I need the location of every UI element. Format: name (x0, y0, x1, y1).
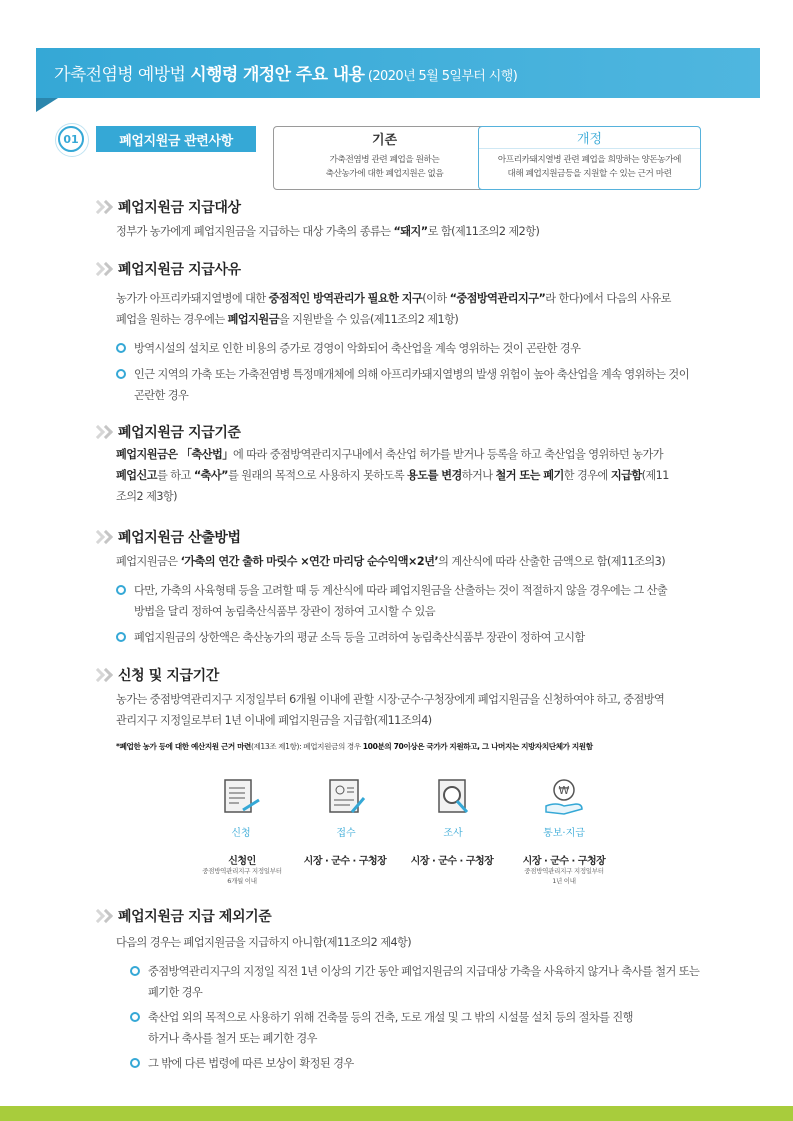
paragraph-application-period: 농가는 중점방역관리지구 지정일부터 6개월 이내에 관할 시장·군수·구청장에게 폐업지원금을 신청하여야 하고, 중점방역 관리지구 지정일로부터 1년 이내에 폐업지원금을 지급함(제11조의4) (116, 693, 665, 727)
money-hand-icon (538, 776, 590, 818)
compare-old-head: 기존 (371, 132, 398, 148)
compare-box-new (478, 126, 701, 190)
bullet-exclusion-1: 중점방역관리지구의 지정일 직전 1년 이상의 기간 동안 폐업지원금의 지급대상 가축을 사육하지 않거나 축사를 철거 또는 폐기한 경우 (130, 961, 712, 1003)
double-chevron-icon (92, 530, 116, 544)
heading-text: 폐업지원금 지급 제외기준 (118, 909, 272, 925)
bullet-ring-icon (116, 585, 126, 595)
bullet-ring-icon (116, 343, 126, 353)
process-step-label: 접수 (336, 828, 356, 839)
process-actor: 시장 · 군수 · 구청장 (410, 856, 494, 867)
reception-document-icon (320, 776, 372, 818)
compare-new-body (479, 149, 700, 181)
bullet-exclusion-3: 그 밖에 다른 법령에 따른 보상이 확정된 경우 (130, 1053, 712, 1074)
bullet-reason-1: 방역시설의 설치로 인한 비용의 증가로 경영이 악화되어 축산업을 계속 영위하는 것이 곤란한 경우 (116, 338, 708, 359)
investigation-magnifier-icon (427, 776, 479, 818)
bullet-ring-icon (130, 966, 140, 976)
bullet-ring-icon (116, 369, 126, 379)
compare-box-old (273, 126, 496, 190)
process-step-label: 조사 (443, 828, 463, 839)
banner-title-bold: 시행령 개정안 주요 내용 (190, 65, 365, 85)
double-chevron-icon (92, 262, 116, 276)
banner-title-date: (2020년 5월 5일부터 시행) (364, 69, 518, 84)
process-actor: 신청인 (228, 856, 256, 867)
compare-old-line: 축산농가에 대한 폐업지원은 없음 (325, 169, 444, 179)
bullet-calculation-1: 다만, 가축의 사육형태 등을 고려할 때 등 계산식에 따라 폐업지원금을 산출하는 것이 적절하지 않을 경우에는 그 산출 방법을 달리 정하여 농림축산식품부 장관이 정하여 고시할 수 있음 (116, 580, 708, 622)
banner-title (54, 60, 517, 85)
heading-calculation-method (92, 527, 241, 547)
heading-text: 폐업지원금 산출방법 (118, 530, 241, 546)
compare-new-line: 아프리카돼지열병 관련 폐업을 희망하는 양돈농가에 (497, 155, 682, 165)
bullet-ring-icon (130, 1058, 140, 1068)
bullet-ring-icon (116, 632, 126, 642)
heading-text: 폐업지원금 지급사유 (118, 262, 241, 278)
bullet-exclusion-2: 축산업 외의 목적으로 사용하기 위해 건축물 등의 건축, 도로 개설 및 그 밖의 시설물 설치 등의 절차를 진행 하거나 축사를 철거 또는 폐기한 경우 (130, 1007, 712, 1049)
banner-fold (36, 98, 58, 112)
process-step-label: 통보·지급 (543, 828, 585, 839)
application-form-icon (215, 776, 267, 818)
section-number-badge: 01 (58, 126, 84, 152)
paragraph-payment-criteria: 폐업지원금은 「축산법」에 따라 중점방역관리지구내에서 축산업 허가를 받거나 등록을 하고 축산업을 영위하던 농가가 폐업신고를 하고 “축사”를 원래의 목적으로 사용하지 못하도록 용도를 변경하거나 철거 또는 폐기한 경우에 지급함(제11 조의2 제3항) (116, 448, 669, 503)
process-actor: 시장 · 군수 · 구청장 (303, 856, 387, 867)
budget-support-note: *폐업한 농가 등에 대한 예산지원 근거 마련(제13조 제1항): 폐업지원금의 경우 100분의 70이상은 국가가 지원하고, 그 나머지는 지방자치단체가 지원함 (116, 742, 593, 751)
heading-payment-target (92, 197, 241, 217)
bullet-calculation-2: 폐업지원금의 상한액은 축산농가의 평균 소득 등을 고려하여 농림축산식품부 장관이 정하여 고시함 (116, 627, 708, 648)
heading-exclusion-criteria (92, 906, 271, 926)
compare-new-line: 대해 폐업지원금등을 지원할 수 있는 근거 마련 (507, 169, 672, 179)
banner-title-light: 가축전염병 예방법 (54, 65, 191, 85)
heading-text: 신청 및 지급기간 (118, 668, 219, 684)
heading-text: 폐업지원금 지급기준 (118, 425, 241, 441)
paragraph-exclusion-criteria: 다음의 경우는 폐업지원금을 지급하지 아니함(제11조의2 제4항) (116, 936, 412, 949)
compare-old-body (274, 149, 495, 181)
double-chevron-icon (92, 425, 116, 439)
process-deadline: 중점방역관리지구 지정일부터 6개월 이내 (202, 867, 282, 885)
double-chevron-icon (92, 200, 116, 214)
compare-new-head: 개정 (479, 127, 700, 149)
heading-payment-reason (92, 259, 241, 279)
bullet-reason-2: 인근 지역의 가축 또는 가축전염병 특정매개체에 의해 아프리카돼지열병의 발생 위험이 높아 축산업을 계속 영위하는 것이 곤란한 경우 (116, 364, 708, 406)
heading-text: 폐업지원금 지급대상 (118, 200, 241, 216)
header-banner (36, 48, 760, 98)
bullet-ring-icon (130, 1012, 140, 1022)
process-step-label: 신청 (231, 828, 251, 839)
process-deadline: 중점방역관리지구 지정일부터 1년 이내 (524, 867, 604, 885)
svg-text:₩: ₩ (558, 784, 570, 797)
process-actor: 시장 · 군수 · 구청장 (522, 856, 606, 867)
section-title: 폐업지원금 관련사항 (96, 126, 256, 152)
compare-old-line: 가축전염병 관련 폐업을 원하는 (329, 155, 440, 165)
paragraph-payment-reason: 농가가 아프리카돼지열병에 대한 중점적인 방역관리가 필요한 지구(이하 “중점방역관리지구”라 한다)에서 다음의 사유로 폐업을 원하는 경우에는 폐업지원금을 지원받을 수 있음(제11조의2 제1항) (116, 292, 671, 326)
heading-application-period (92, 665, 219, 685)
paragraph-payment-target: 정부가 농가에게 폐업지원금을 지급하는 대상 가축의 종류는 “돼지”로 함(제11조의2 제2항) (116, 225, 540, 238)
bottom-color-bar (0, 1106, 793, 1121)
heading-payment-criteria (92, 422, 241, 442)
double-chevron-icon (92, 668, 116, 682)
paragraph-calculation-method: 폐업지원금은 ‘가축의 연간 출하 마릿수 ×연간 마리당 순수익액×2년’의 계산식에 따라 산출한 금액으로 함(제11조의3) (116, 555, 666, 568)
double-chevron-icon (92, 909, 116, 923)
